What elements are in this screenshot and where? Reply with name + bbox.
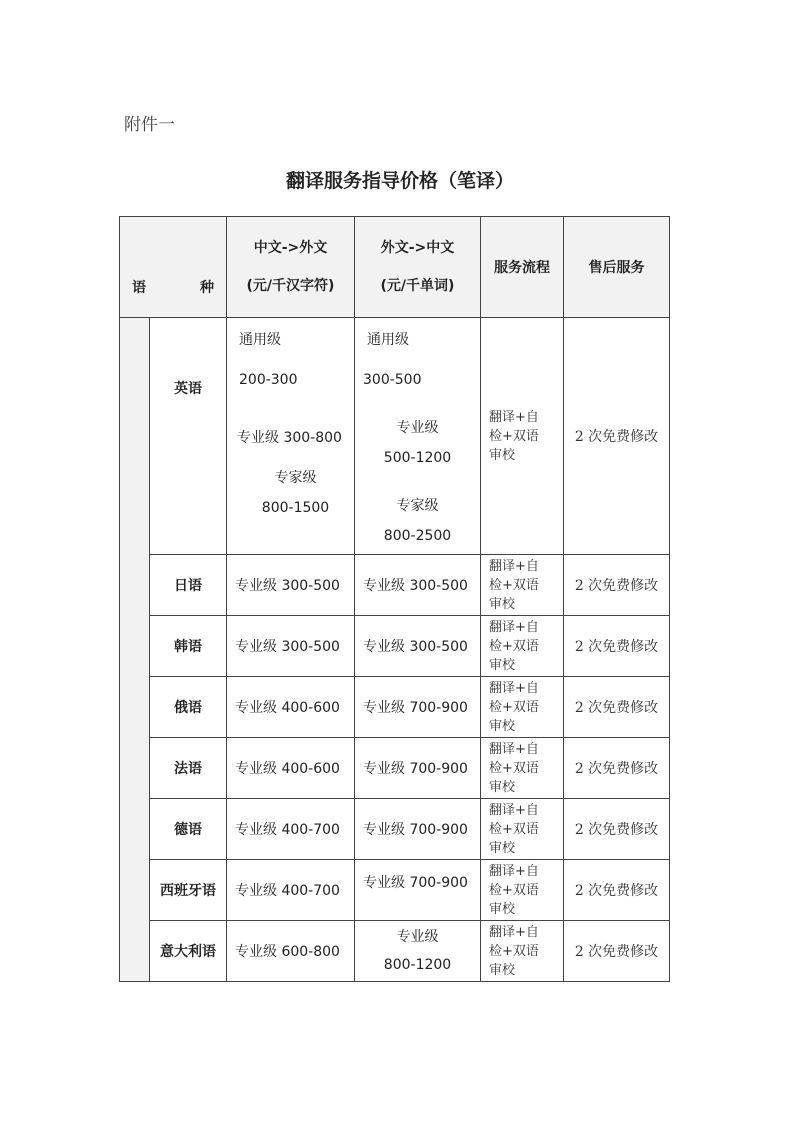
foreign-to-cn-price: 专业级 700-900: [355, 738, 481, 799]
italian-fc-label: 专业级: [396, 929, 439, 945]
process-line: 检+双语: [489, 821, 539, 837]
italian-fc-price: 800-1200: [383, 957, 452, 973]
header-language-right: 种: [200, 280, 214, 296]
process-line: 检+双语: [489, 699, 539, 715]
cn-to-foreign-price: 专业级 400-700: [227, 799, 355, 860]
header-foreign-to-cn-title: 外文->中文: [380, 240, 455, 256]
after-service: 2 次免费修改: [564, 616, 670, 677]
foreign-to-cn-price: 专业级 700-900: [355, 860, 481, 921]
foreign-to-cn-price: 专业级 700-900: [355, 677, 481, 738]
service-process: [481, 677, 564, 738]
english-after-service: 2 次免费修改: [564, 318, 670, 555]
language-name: 西班牙语: [150, 860, 227, 921]
foreign-to-cn-price: 专业级 700-900: [355, 799, 481, 860]
table-header-row: [120, 217, 670, 318]
cn-to-foreign-price: 专业级 300-500: [227, 555, 355, 616]
language-name: 意大利语: [150, 921, 227, 982]
process-line: 翻译+自: [489, 680, 539, 696]
price-table: [119, 216, 670, 982]
english-fc-pro-price: 500-1200: [383, 450, 452, 466]
cn-to-foreign-price: 专业级 600-800: [227, 921, 355, 982]
english-cn-to-foreign: [227, 318, 355, 555]
process-line: 翻译+自: [489, 924, 539, 940]
header-foreign-to-cn: [355, 217, 481, 318]
process-line: 翻译+自: [489, 741, 539, 757]
after-service: 2 次免费修改: [564, 677, 670, 738]
table-row: [120, 860, 670, 921]
foreign-to-cn-price: 专业级 300-500: [355, 616, 481, 677]
english-foreign-to-cn: [355, 318, 481, 555]
language-name: 韩语: [150, 616, 227, 677]
process-line: 审校: [489, 779, 516, 795]
service-process: [481, 921, 564, 982]
process-line: 审校: [489, 596, 516, 612]
english-cn-expert-price: 800-1500: [261, 500, 330, 516]
cn-to-foreign-price: 专业级 400-600: [227, 738, 355, 799]
english-fc-general-price: 300-500: [363, 372, 422, 388]
process-line: 审校: [489, 901, 516, 917]
language-name: 日语: [150, 555, 227, 616]
process-line: 检+双语: [489, 882, 539, 898]
header-cn-to-foreign: [227, 217, 355, 318]
language-name: 俄语: [150, 677, 227, 738]
header-cn-to-foreign-title: 中文->外文: [253, 240, 328, 256]
language-name: 德语: [150, 799, 227, 860]
process-line: 审校: [489, 657, 516, 673]
cn-to-foreign-price: 专业级 400-600: [227, 677, 355, 738]
english-cn-general-price: 200-300: [239, 372, 298, 388]
table-row: [120, 555, 670, 616]
english-cn-general-label: 通用级: [239, 332, 281, 348]
process-line: 检+双语: [489, 638, 539, 654]
table-row: [120, 318, 670, 555]
table-row: [120, 738, 670, 799]
process-line: 检+双语: [489, 428, 539, 444]
header-cn-to-foreign-unit: (元/千汉字符): [246, 278, 335, 294]
left-gray-margin: [120, 318, 150, 982]
cn-to-foreign-price: 专业级 400-700: [227, 860, 355, 921]
header-after-service: 售后服务: [564, 217, 670, 318]
service-process: [481, 555, 564, 616]
process-line: 审校: [489, 718, 516, 734]
english-cn-expert-label: 专家级: [274, 470, 317, 486]
process-line: 翻译+自: [489, 558, 539, 574]
process-line: 审校: [489, 840, 516, 856]
header-foreign-to-cn-unit: (元/千单词): [380, 278, 455, 294]
after-service: 2 次免费修改: [564, 555, 670, 616]
service-process: [481, 616, 564, 677]
after-service: 2 次免费修改: [564, 860, 670, 921]
after-service: 2 次免费修改: [564, 738, 670, 799]
header-process: 服务流程: [481, 217, 564, 318]
after-service: 2 次免费修改: [564, 799, 670, 860]
language-name: 英语: [150, 318, 227, 555]
foreign-to-cn-price: [355, 921, 481, 982]
process-line: 检+双语: [489, 577, 539, 593]
foreign-to-cn-price: 专业级 300-500: [355, 555, 481, 616]
service-process: [481, 738, 564, 799]
table-row: [120, 921, 670, 982]
process-line: 翻译+自: [489, 802, 539, 818]
table-row: [120, 677, 670, 738]
process-line: 检+双语: [489, 760, 539, 776]
table-row: [120, 616, 670, 677]
process-line: 翻译+自: [489, 409, 539, 425]
header-language: [120, 217, 227, 318]
document-title: 翻译服务指导价格（笔译）: [285, 170, 514, 192]
english-fc-general-label: 通用级: [367, 332, 409, 348]
service-process: [481, 860, 564, 921]
attachment-label: 附件一: [124, 115, 175, 135]
cn-to-foreign-price: 专业级 300-500: [227, 616, 355, 677]
table-row: [120, 799, 670, 860]
process-line: 审校: [489, 447, 516, 463]
process-line: 翻译+自: [489, 619, 539, 635]
english-process: [481, 318, 564, 555]
process-line: 翻译+自: [489, 863, 539, 879]
english-cn-pro: 专业级 300-800: [237, 430, 342, 446]
english-fc-expert-price: 800-2500: [383, 528, 452, 544]
after-service: 2 次免费修改: [564, 921, 670, 982]
english-fc-pro-label: 专业级: [396, 420, 439, 436]
english-fc-expert-label: 专家级: [396, 498, 439, 514]
process-line: 检+双语: [489, 943, 539, 959]
language-name: 法语: [150, 738, 227, 799]
header-language-left: 语: [132, 280, 146, 296]
service-process: [481, 799, 564, 860]
process-line: 审校: [489, 962, 516, 978]
